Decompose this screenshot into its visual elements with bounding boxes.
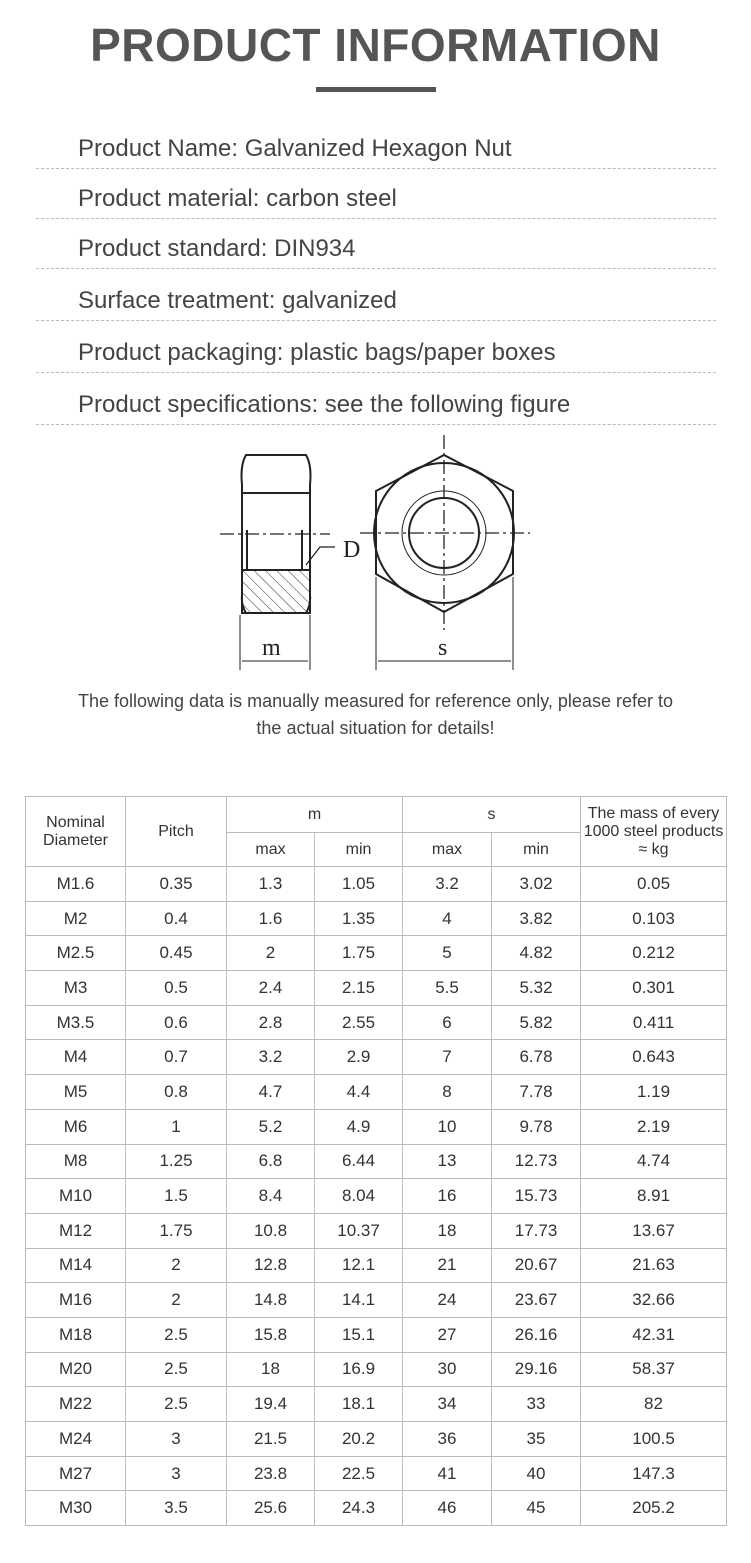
- cell-s-min: 9.78: [492, 1109, 581, 1144]
- cell-s-max: 46: [403, 1491, 492, 1526]
- cell-m-min: 4.9: [315, 1109, 403, 1144]
- cell-s-min: 15.73: [492, 1179, 581, 1214]
- cell-pitch: 0.8: [126, 1075, 227, 1110]
- info-packaging: Product packaging: plastic bags/paper boxes: [36, 322, 716, 373]
- cell-s-max: 10: [403, 1109, 492, 1144]
- cell-pitch: 3: [126, 1456, 227, 1491]
- cell-pitch: 0.6: [126, 1005, 227, 1040]
- cell-pitch: 1.75: [126, 1213, 227, 1248]
- cell-s-max: 34: [403, 1387, 492, 1422]
- cell-m-min: 15.1: [315, 1317, 403, 1352]
- cell-m-max: 5.2: [227, 1109, 315, 1144]
- cell-pitch: 0.4: [126, 901, 227, 936]
- header-nominal-diameter: Nominal Diameter: [26, 797, 126, 867]
- cell-m-max: 2.4: [227, 971, 315, 1006]
- cell-m-max: 6.8: [227, 1144, 315, 1179]
- cell-m-max: 12.8: [227, 1248, 315, 1283]
- cell-mass: 32.66: [581, 1283, 727, 1318]
- table-row: [26, 901, 727, 936]
- header-s-min: min: [492, 833, 581, 867]
- cell-nominal-diameter: M30: [26, 1491, 126, 1526]
- cell-nominal-diameter: M14: [26, 1248, 126, 1283]
- info-product-name: Product Name: Galvanized Hexagon Nut: [36, 118, 716, 169]
- disclaimer-note: The following data is manually measured for reference only, please refer to the actual situation for details!: [78, 691, 673, 738]
- cell-m-min: 1.75: [315, 936, 403, 971]
- cell-s-max: 30: [403, 1352, 492, 1387]
- cell-m-max: 21.5: [227, 1422, 315, 1457]
- cell-pitch: 2.5: [126, 1317, 227, 1352]
- cell-m-min: 2.9: [315, 1040, 403, 1075]
- cell-nominal-diameter: M16: [26, 1283, 126, 1318]
- table-row: [26, 1387, 727, 1422]
- table-row: [26, 1213, 727, 1248]
- cell-s-min: 33: [492, 1387, 581, 1422]
- cell-m-min: 2.15: [315, 971, 403, 1006]
- label-m: m: [262, 635, 281, 661]
- table-row: [26, 1144, 727, 1179]
- cell-nominal-diameter: M6: [26, 1109, 126, 1144]
- cell-pitch: 1.5: [126, 1179, 227, 1214]
- info-material: Product material: carbon steel: [36, 168, 716, 219]
- cell-nominal-diameter: M12: [26, 1213, 126, 1248]
- cell-nominal-diameter: M24: [26, 1422, 126, 1457]
- cell-s-max: 27: [403, 1317, 492, 1352]
- cell-s-min: 45: [492, 1491, 581, 1526]
- cell-s-min: 4.82: [492, 936, 581, 971]
- cell-m-min: 1.05: [315, 867, 403, 902]
- cell-mass: 205.2: [581, 1491, 727, 1526]
- cell-nominal-diameter: M22: [26, 1387, 126, 1422]
- cell-pitch: 1.25: [126, 1144, 227, 1179]
- cell-pitch: 2.5: [126, 1387, 227, 1422]
- cell-mass: 4.74: [581, 1144, 727, 1179]
- cell-mass: 2.19: [581, 1109, 727, 1144]
- cell-s-max: 7: [403, 1040, 492, 1075]
- cell-mass: 42.31: [581, 1317, 727, 1352]
- cell-m-max: 10.8: [227, 1213, 315, 1248]
- cell-s-max: 8: [403, 1075, 492, 1110]
- cell-nominal-diameter: M4: [26, 1040, 126, 1075]
- header-m-min: min: [315, 833, 403, 867]
- table-row: [26, 1179, 727, 1214]
- cell-pitch: 0.45: [126, 936, 227, 971]
- cell-m-max: 25.6: [227, 1491, 315, 1526]
- cell-m-max: 14.8: [227, 1283, 315, 1318]
- cell-s-min: 7.78: [492, 1075, 581, 1110]
- label-s: s: [438, 635, 448, 661]
- cell-m-min: 6.44: [315, 1144, 403, 1179]
- table-row: [26, 867, 727, 902]
- cell-nominal-diameter: M2.5: [26, 936, 126, 971]
- cell-m-min: 4.4: [315, 1075, 403, 1110]
- cell-s-min: 3.02: [492, 867, 581, 902]
- cell-nominal-diameter: M2: [26, 901, 126, 936]
- cell-s-max: 16: [403, 1179, 492, 1214]
- header-m: m: [227, 797, 403, 833]
- cell-mass: 1.19: [581, 1075, 727, 1110]
- cell-mass: 0.05: [581, 867, 727, 902]
- cell-m-max: 3.2: [227, 1040, 315, 1075]
- table-row: [26, 1075, 727, 1110]
- cell-pitch: 0.7: [126, 1040, 227, 1075]
- cell-nominal-diameter: M18: [26, 1317, 126, 1352]
- cell-m-max: 18: [227, 1352, 315, 1387]
- cell-s-min: 20.67: [492, 1248, 581, 1283]
- cell-s-max: 3.2: [403, 867, 492, 902]
- spec-table: [25, 796, 727, 1526]
- cell-m-max: 15.8: [227, 1317, 315, 1352]
- cell-mass: 0.103: [581, 901, 727, 936]
- cell-nominal-diameter: M3.5: [26, 1005, 126, 1040]
- title-underline: [316, 87, 436, 92]
- cell-m-max: 1.3: [227, 867, 315, 902]
- cell-s-max: 13: [403, 1144, 492, 1179]
- cell-pitch: 3.5: [126, 1491, 227, 1526]
- cell-s-max: 4: [403, 901, 492, 936]
- header-s: s: [403, 797, 581, 833]
- cell-s-min: 5.82: [492, 1005, 581, 1040]
- cell-s-min: 12.73: [492, 1144, 581, 1179]
- cell-nominal-diameter: M5: [26, 1075, 126, 1110]
- cell-mass: 100.5: [581, 1422, 727, 1457]
- cell-nominal-diameter: M3: [26, 971, 126, 1006]
- table-row: [26, 971, 727, 1006]
- cell-mass: 0.411: [581, 1005, 727, 1040]
- table-row: [26, 1109, 727, 1144]
- table-row: [26, 1283, 727, 1318]
- cell-m-max: 4.7: [227, 1075, 315, 1110]
- cell-nominal-diameter: M27: [26, 1456, 126, 1491]
- cell-m-max: 2.8: [227, 1005, 315, 1040]
- info-standard: Product standard: DIN934: [36, 218, 716, 269]
- cell-mass: 0.301: [581, 971, 727, 1006]
- table-row: [26, 936, 727, 971]
- cell-pitch: 1: [126, 1109, 227, 1144]
- cell-mass: 58.37: [581, 1352, 727, 1387]
- cell-m-min: 8.04: [315, 1179, 403, 1214]
- cell-m-min: 22.5: [315, 1456, 403, 1491]
- table-row: [26, 1456, 727, 1491]
- cell-m-min: 18.1: [315, 1387, 403, 1422]
- cell-m-min: 2.55: [315, 1005, 403, 1040]
- cell-pitch: 0.5: [126, 971, 227, 1006]
- cell-mass: 8.91: [581, 1179, 727, 1214]
- page-title: PRODUCT INFORMATION: [90, 19, 661, 71]
- cell-s-min: 29.16: [492, 1352, 581, 1387]
- cell-mass: 13.67: [581, 1213, 727, 1248]
- info-specifications: Product specifications: see the following figure: [36, 374, 716, 425]
- cell-s-min: 5.32: [492, 971, 581, 1006]
- cell-s-min: 17.73: [492, 1213, 581, 1248]
- cell-m-max: 2: [227, 936, 315, 971]
- header-m-max: max: [227, 833, 315, 867]
- cell-m-min: 10.37: [315, 1213, 403, 1248]
- table-row: [26, 1005, 727, 1040]
- cell-m-max: 23.8: [227, 1456, 315, 1491]
- cell-nominal-diameter: M1.6: [26, 867, 126, 902]
- cell-m-max: 1.6: [227, 901, 315, 936]
- cell-s-max: 21: [403, 1248, 492, 1283]
- table-row: [26, 1352, 727, 1387]
- cell-s-max: 41: [403, 1456, 492, 1491]
- header-pitch: Pitch: [126, 797, 227, 867]
- table-row: [26, 1317, 727, 1352]
- cell-s-max: 6: [403, 1005, 492, 1040]
- label-d: D: [343, 537, 361, 563]
- cell-mass: 21.63: [581, 1248, 727, 1283]
- cell-m-min: 16.9: [315, 1352, 403, 1387]
- header-s-max: max: [403, 833, 492, 867]
- cell-m-min: 14.1: [315, 1283, 403, 1318]
- cell-mass: 147.3: [581, 1456, 727, 1491]
- cell-m-max: 19.4: [227, 1387, 315, 1422]
- cell-s-max: 24: [403, 1283, 492, 1318]
- cell-m-min: 12.1: [315, 1248, 403, 1283]
- cell-s-max: 5: [403, 936, 492, 971]
- info-surface: Surface treatment: galvanized: [36, 270, 716, 321]
- cell-s-min: 23.67: [492, 1283, 581, 1318]
- cell-s-min: 26.16: [492, 1317, 581, 1352]
- hex-nut-diagram: [220, 435, 540, 680]
- cell-nominal-diameter: M10: [26, 1179, 126, 1214]
- cell-s-max: 18: [403, 1213, 492, 1248]
- cell-mass: 0.212: [581, 936, 727, 971]
- cell-m-min: 20.2: [315, 1422, 403, 1457]
- table-row: [26, 1491, 727, 1526]
- cell-pitch: 3: [126, 1422, 227, 1457]
- cell-s-max: 36: [403, 1422, 492, 1457]
- cell-m-max: 8.4: [227, 1179, 315, 1214]
- table-row: [26, 1422, 727, 1457]
- cell-mass: 0.643: [581, 1040, 727, 1075]
- cell-pitch: 2: [126, 1283, 227, 1318]
- cell-pitch: 0.35: [126, 867, 227, 902]
- table-row: [26, 1248, 727, 1283]
- cell-s-min: 35: [492, 1422, 581, 1457]
- cell-mass: 82: [581, 1387, 727, 1422]
- cell-s-min: 40: [492, 1456, 581, 1491]
- cell-s-max: 5.5: [403, 971, 492, 1006]
- header-mass: The mass of every 1000 steel products ≈ kg: [581, 797, 727, 867]
- cell-s-min: 6.78: [492, 1040, 581, 1075]
- table-row: [26, 1040, 727, 1075]
- cell-pitch: 2: [126, 1248, 227, 1283]
- cell-nominal-diameter: M20: [26, 1352, 126, 1387]
- cell-m-min: 24.3: [315, 1491, 403, 1526]
- cell-nominal-diameter: M8: [26, 1144, 126, 1179]
- cell-m-min: 1.35: [315, 901, 403, 936]
- cell-s-min: 3.82: [492, 901, 581, 936]
- cell-pitch: 2.5: [126, 1352, 227, 1387]
